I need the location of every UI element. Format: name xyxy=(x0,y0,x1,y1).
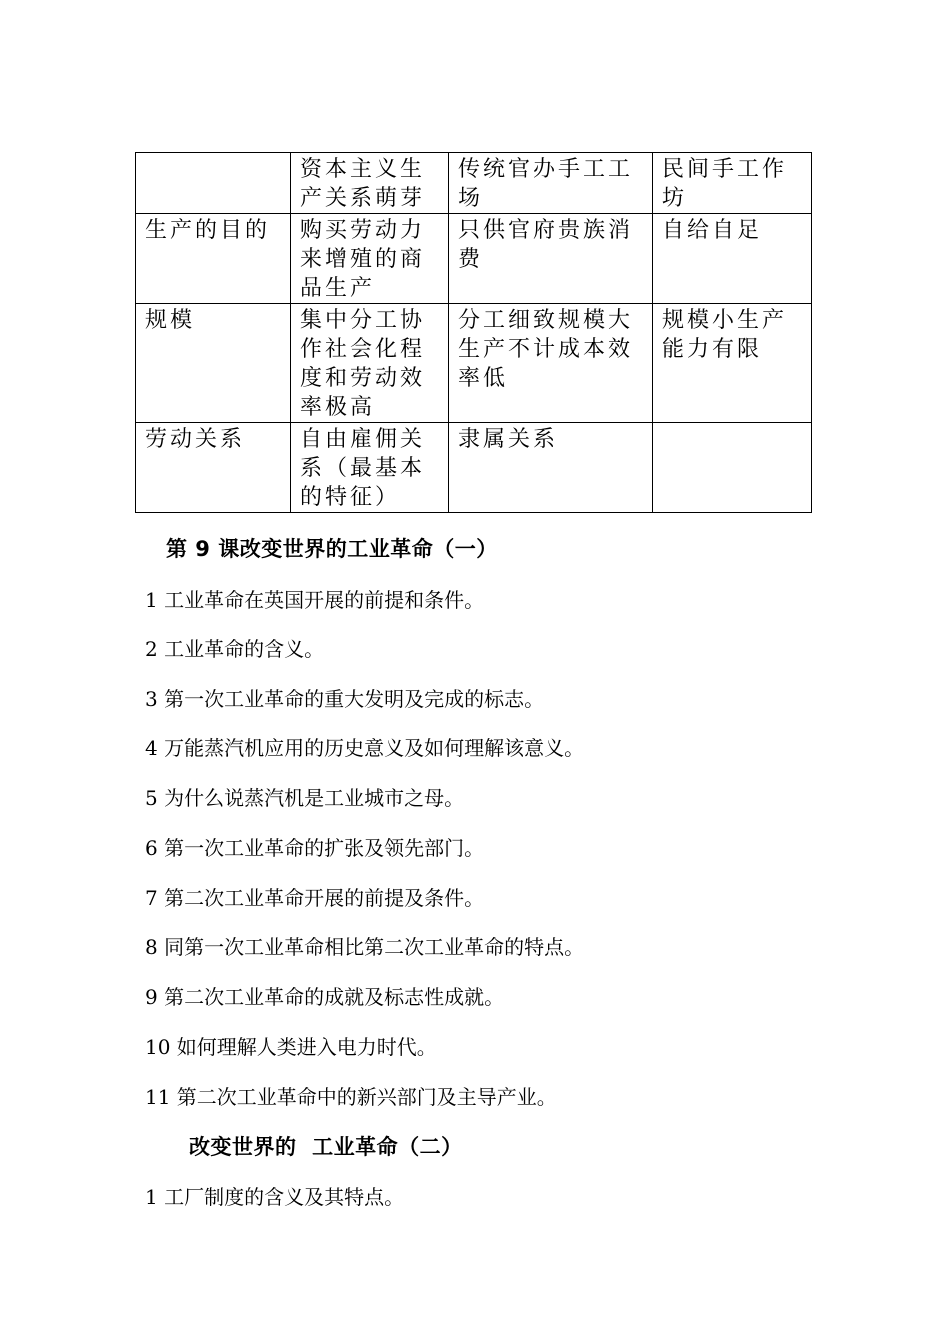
list-item: 8 同第一次工业革命相比第二次工业革命的特点。 xyxy=(145,935,585,959)
list-item: 2 工业革命的含义。 xyxy=(145,637,325,661)
list-item: 1 工业革命在英国开展的前提和条件。 xyxy=(145,588,485,612)
table-row xyxy=(136,304,812,423)
list-item: 3 第一次工业革命的重大发明及完成的标志。 xyxy=(145,687,545,711)
table-header-cell: 民间手工作坊 xyxy=(653,153,812,214)
table-header-cell xyxy=(136,153,291,214)
table-header-cell: 资本主义生产关系萌芽 xyxy=(291,153,449,214)
table-cell: 自由雇佣关系（最基本的特征） xyxy=(291,423,449,513)
table-row xyxy=(136,214,812,304)
table-cell: 只供官府贵族消费 xyxy=(449,214,653,304)
list-item: 9 第二次工业革命的成就及标志性成就。 xyxy=(145,985,505,1009)
table-cell: 隶属关系 xyxy=(449,423,653,513)
list-item: 10 如何理解人类进入电力时代。 xyxy=(145,1035,437,1059)
list-item: 4 万能蒸汽机应用的历史意义及如何理解该意义。 xyxy=(145,736,585,760)
list-item: 6 第一次工业革命的扩张及领先部门。 xyxy=(145,836,485,860)
table-cell: 劳动关系 xyxy=(136,423,291,513)
table-header-cell: 传统官办手工工场 xyxy=(449,153,653,214)
list-item: 5 为什么说蒸汽机是工业城市之母。 xyxy=(145,786,465,810)
table-row xyxy=(136,423,812,513)
list-item: 1 工厂制度的含义及其特点。 xyxy=(145,1185,405,1209)
table-cell: 购买劳动力来增殖的商品生产 xyxy=(291,214,449,304)
table-cell: 生产的目的 xyxy=(136,214,291,304)
table-cell: 规模 xyxy=(136,304,291,423)
section-title: 第 9 课改变世界的工业革命（一） xyxy=(166,537,498,561)
table-header-row xyxy=(136,153,812,214)
section-title: 改变世界的 工业革命（二） xyxy=(189,1135,463,1159)
list-item: 11 第二次工业革命中的新兴部门及主导产业。 xyxy=(145,1085,557,1109)
comparison-table xyxy=(135,152,812,513)
table-cell xyxy=(653,423,812,513)
table-cell: 规模小生产能力有限 xyxy=(653,304,812,423)
list-item: 7 第二次工业革命开展的前提及条件。 xyxy=(145,886,485,910)
table-cell: 分工细致规模大生产不计成本效率低 xyxy=(449,304,653,423)
table-cell: 自给自足 xyxy=(653,214,812,304)
table-cell: 集中分工协作社会化程度和劳动效率极高 xyxy=(291,304,449,423)
